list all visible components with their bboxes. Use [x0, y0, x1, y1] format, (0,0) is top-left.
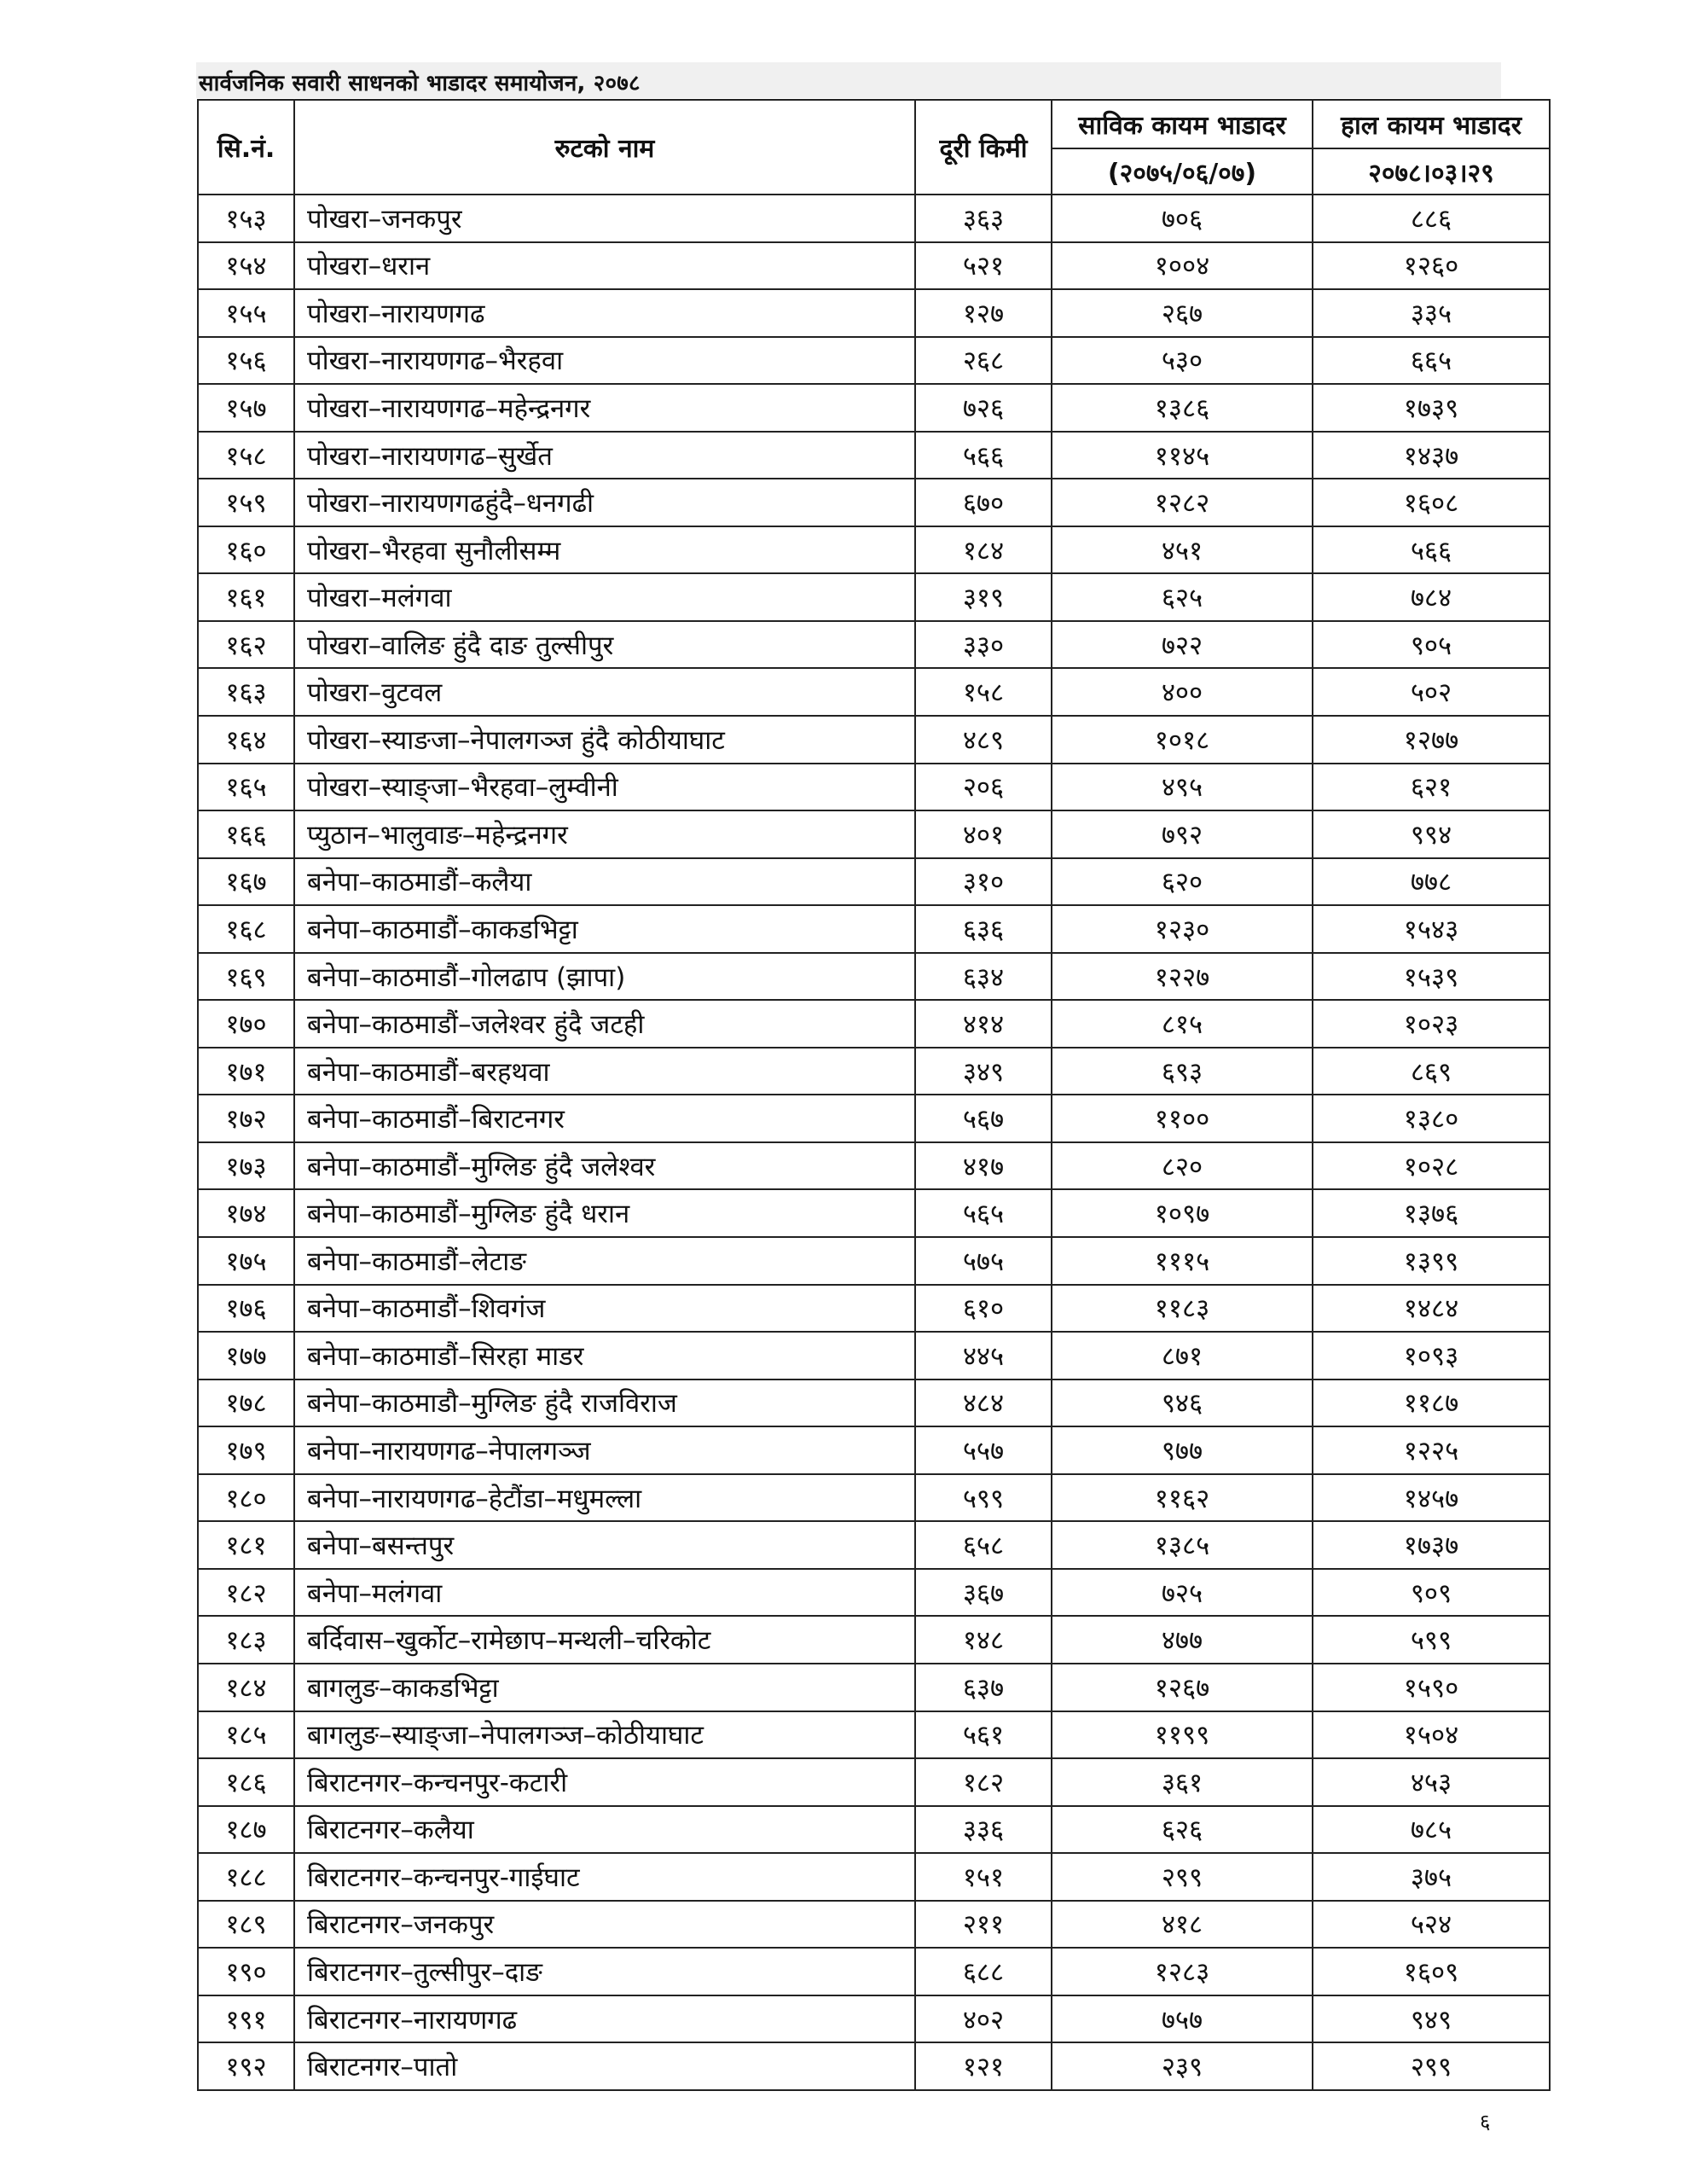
cell-distance: १८४ [915, 526, 1052, 574]
cell-distance: ५२१ [915, 242, 1052, 290]
table-row [198, 384, 1550, 432]
cell-new-fare: ११८७ [1313, 1380, 1550, 1427]
cell-sn: १७३ [198, 1142, 294, 1190]
cell-route: बनेपा–काठमाडौं–गोलढाप (झापा) [294, 953, 915, 1001]
cell-distance: ५६६ [915, 432, 1052, 479]
table-row [198, 1474, 1550, 1522]
cell-distance: ३४९ [915, 1048, 1052, 1095]
table-row [198, 1711, 1550, 1759]
table-row [198, 1758, 1550, 1806]
cell-route: पोखरा–नारायणगढ–महेन्द्रनगर [294, 384, 915, 432]
cell-distance: ५५७ [915, 1426, 1052, 1474]
cell-sn: १७२ [198, 1095, 294, 1142]
cell-new-fare: १५९० [1313, 1664, 1550, 1711]
table-row [198, 1426, 1550, 1474]
cell-new-fare: १३९९ [1313, 1237, 1550, 1285]
cell-new-fare: १०२८ [1313, 1142, 1550, 1190]
cell-old-fare: ११९९ [1052, 1711, 1313, 1759]
cell-distance: ७२६ [915, 384, 1052, 432]
cell-old-fare: १२२७ [1052, 953, 1313, 1001]
cell-new-fare: १५३९ [1313, 953, 1550, 1001]
cell-new-fare: १६०८ [1313, 479, 1550, 526]
cell-sn: १५८ [198, 432, 294, 479]
table-row [198, 1616, 1550, 1664]
cell-route: पोखरा–नारायणगढ–भैरहवा [294, 337, 915, 385]
cell-sn: १७४ [198, 1189, 294, 1237]
cell-route: बनेपा–नारायणगढ–नेपालगञ्ज [294, 1426, 915, 1474]
table-row [198, 1853, 1550, 1901]
header-route: रुटको नाम [294, 100, 915, 195]
cell-new-fare: ९०५ [1313, 621, 1550, 669]
cell-sn: १७१ [198, 1048, 294, 1095]
cell-route: पोखरा–नारायणगढहुंदै–धनगढी [294, 479, 915, 526]
header-new-fare: हाल कायम भाडादर [1313, 100, 1550, 148]
cell-distance: ४०२ [915, 1995, 1052, 2043]
cell-distance: ६८८ [915, 1948, 1052, 1995]
cell-distance: ६१० [915, 1285, 1052, 1333]
table-row [198, 526, 1550, 574]
cell-old-fare: ७९२ [1052, 810, 1313, 858]
cell-distance: ४४५ [915, 1332, 1052, 1380]
cell-distance: ४१४ [915, 1000, 1052, 1048]
cell-new-fare: १६०९ [1313, 1948, 1550, 1995]
cell-route: पोखरा–नारायणगढ [294, 289, 915, 337]
cell-new-fare: १७३७ [1313, 1521, 1550, 1569]
cell-route: बनेपा–काठमाडौं–मुग्लिङ हुंदै धरान [294, 1189, 915, 1237]
cell-new-fare: ७८५ [1313, 1806, 1550, 1854]
cell-sn: १६२ [198, 621, 294, 669]
cell-new-fare: १०२३ [1313, 1000, 1550, 1048]
cell-old-fare: १२६७ [1052, 1664, 1313, 1711]
cell-old-fare: १२८३ [1052, 1948, 1313, 1995]
cell-old-fare: १०१८ [1052, 716, 1313, 764]
cell-sn: १८९ [198, 1901, 294, 1949]
cell-old-fare: २३९ [1052, 2042, 1313, 2090]
header-row [198, 100, 1550, 148]
cell-route: बागलुङ–स्याङ्जा–नेपालगञ्ज–कोठीयाघाट [294, 1711, 915, 1759]
cell-new-fare: १३७६ [1313, 1189, 1550, 1237]
cell-new-fare: ९०९ [1313, 1569, 1550, 1617]
table-body [198, 195, 1550, 2090]
table-row [198, 668, 1550, 716]
cell-new-fare: १५४३ [1313, 905, 1550, 953]
cell-old-fare: ३६१ [1052, 1758, 1313, 1806]
cell-sn: १७९ [198, 1426, 294, 1474]
cell-new-fare: ९९४ [1313, 810, 1550, 858]
cell-old-fare: ८७१ [1052, 1332, 1313, 1380]
cell-distance: १२१ [915, 2042, 1052, 2090]
table-row [198, 1285, 1550, 1333]
cell-distance: ६३६ [915, 905, 1052, 953]
cell-route: पोखरा–स्याङ्जा–भैरहवा–लुम्वीनी [294, 764, 915, 811]
cell-new-fare: ६६५ [1313, 337, 1550, 385]
table-row [198, 810, 1550, 858]
table-row [198, 195, 1550, 242]
page-number: ६ [1480, 2110, 1491, 2134]
cell-route: बनेपा–मलंगवा [294, 1569, 915, 1617]
cell-new-fare: ८६९ [1313, 1048, 1550, 1095]
cell-route: बनेपा–नारायणगढ–हेटौंडा–मधुमल्ला [294, 1474, 915, 1522]
cell-new-fare: ३७५ [1313, 1853, 1550, 1901]
cell-old-fare: ७५७ [1052, 1995, 1313, 2043]
cell-old-fare: ८२० [1052, 1142, 1313, 1190]
cell-old-fare: ७०६ [1052, 195, 1313, 242]
document-title: सार्वजनिक सवारी साधनको भाडादर समायोजन, २०७८ [199, 71, 641, 96]
cell-sn: १८८ [198, 1853, 294, 1901]
cell-new-fare: ५६६ [1313, 526, 1550, 574]
cell-route: बनेपा–काठमाडौं–शिवगंज [294, 1285, 915, 1333]
table-row [198, 1380, 1550, 1427]
header-sn: सि.नं. [198, 100, 294, 195]
cell-route: बनेपा–काठमाडौ–मुग्लिङ हुंदै राजविराज [294, 1380, 915, 1427]
cell-route: बिराटनगर–कन्चनपुर-गाईघाट [294, 1853, 915, 1901]
cell-distance: ३१९ [915, 573, 1052, 621]
cell-route: पोखरा–स्याङजा–नेपालगञ्ज हुंदै कोठीयाघाट [294, 716, 915, 764]
cell-route: बागलुङ–काकडभिट्टा [294, 1664, 915, 1711]
cell-new-fare: १४८४ [1313, 1285, 1550, 1333]
cell-sn: १६९ [198, 953, 294, 1001]
cell-sn: १६६ [198, 810, 294, 858]
cell-sn: १७६ [198, 1285, 294, 1333]
cell-old-fare: १२८२ [1052, 479, 1313, 526]
table-row [198, 953, 1550, 1001]
cell-old-fare: ७२२ [1052, 621, 1313, 669]
cell-sn: १८४ [198, 1664, 294, 1711]
table-row [198, 764, 1550, 811]
table-row [198, 858, 1550, 906]
cell-route: बिराटनगर–कलैया [294, 1806, 915, 1854]
cell-distance: ४०१ [915, 810, 1052, 858]
cell-sn: १७८ [198, 1380, 294, 1427]
table-row [198, 573, 1550, 621]
cell-old-fare: २६७ [1052, 289, 1313, 337]
cell-old-fare: ११६२ [1052, 1474, 1313, 1522]
cell-old-fare: ११०० [1052, 1095, 1313, 1142]
cell-sn: १६७ [198, 858, 294, 906]
table-row [198, 716, 1550, 764]
table-row [198, 1142, 1550, 1190]
cell-new-fare: ५२४ [1313, 1901, 1550, 1949]
cell-route: पोखरा–वुटवल [294, 668, 915, 716]
cell-old-fare: ८१५ [1052, 1000, 1313, 1048]
cell-distance: ३६३ [915, 195, 1052, 242]
cell-route: पोखरा–मलंगवा [294, 573, 915, 621]
cell-sn: १७० [198, 1000, 294, 1048]
table-row [198, 1569, 1550, 1617]
cell-new-fare: १४५७ [1313, 1474, 1550, 1522]
cell-sn: १८२ [198, 1569, 294, 1617]
cell-distance: २०६ [915, 764, 1052, 811]
table-row [198, 1806, 1550, 1854]
cell-new-fare: १२७७ [1313, 716, 1550, 764]
cell-sn: १६४ [198, 716, 294, 764]
cell-route: पोखरा–भैरहवा सुनौलीसम्म [294, 526, 915, 574]
cell-old-fare: ७२५ [1052, 1569, 1313, 1617]
cell-route: बनेपा–काठमाडौं–बिराटनगर [294, 1095, 915, 1142]
table-row [198, 337, 1550, 385]
cell-route: बनेपा–काठमाडौं–कलैया [294, 858, 915, 906]
cell-old-fare: १११५ [1052, 1237, 1313, 1285]
cell-sn: १७७ [198, 1332, 294, 1380]
table-row [198, 1095, 1550, 1142]
cell-old-fare: १०९७ [1052, 1189, 1313, 1237]
table-row [198, 1237, 1550, 1285]
cell-new-fare: ८८६ [1313, 195, 1550, 242]
cell-distance: ४८९ [915, 716, 1052, 764]
cell-sn: १५९ [198, 479, 294, 526]
cell-new-fare: ९४९ [1313, 1995, 1550, 2043]
cell-distance: १५१ [915, 1853, 1052, 1901]
cell-distance: ५६७ [915, 1095, 1052, 1142]
cell-distance: १२७ [915, 289, 1052, 337]
cell-sn: १८५ [198, 1711, 294, 1759]
cell-distance: १५८ [915, 668, 1052, 716]
cell-route: बिराटनगर–जनकपुर [294, 1901, 915, 1949]
cell-sn: १९१ [198, 1995, 294, 2043]
cell-route: पोखरा–वालिङ हुंदै दाङ तुल्सीपुर [294, 621, 915, 669]
cell-route: पोखरा–धरान [294, 242, 915, 290]
cell-sn: १६८ [198, 905, 294, 953]
cell-old-fare: १००४ [1052, 242, 1313, 290]
cell-sn: १५६ [198, 337, 294, 385]
cell-sn: १८१ [198, 1521, 294, 1569]
cell-route: बनेपा–काठमाडौं–मुग्लिङ हुंदै जलेश्वर [294, 1142, 915, 1190]
cell-new-fare: ७७८ [1313, 858, 1550, 906]
cell-sn: १८० [198, 1474, 294, 1522]
cell-new-fare: ५९९ [1313, 1616, 1550, 1664]
cell-sn: १८६ [198, 1758, 294, 1806]
cell-new-fare: ४५३ [1313, 1758, 1550, 1806]
cell-new-fare: ६२१ [1313, 764, 1550, 811]
cell-old-fare: ४०० [1052, 668, 1313, 716]
cell-new-fare: ५०२ [1313, 668, 1550, 716]
table-row [198, 1995, 1550, 2043]
cell-old-fare: ९७७ [1052, 1426, 1313, 1474]
table-row [198, 479, 1550, 526]
cell-route: बनेपा–काठमाडौं–लेटाङ [294, 1237, 915, 1285]
header-old-fare-date: (२०७५/०६/०७) [1052, 148, 1313, 195]
cell-distance: ६५८ [915, 1521, 1052, 1569]
cell-old-fare: १३८६ [1052, 384, 1313, 432]
cell-old-fare: ११८३ [1052, 1285, 1313, 1333]
cell-new-fare: १३८० [1313, 1095, 1550, 1142]
cell-old-fare: ६९३ [1052, 1048, 1313, 1095]
table-row [198, 1948, 1550, 1995]
cell-distance: ६३७ [915, 1664, 1052, 1711]
cell-new-fare: १७३९ [1313, 384, 1550, 432]
table-row [198, 289, 1550, 337]
table-row [198, 1332, 1550, 1380]
cell-sn: १५३ [198, 195, 294, 242]
cell-old-fare: ४५१ [1052, 526, 1313, 574]
cell-distance: ३१० [915, 858, 1052, 906]
cell-route: प्युठान–भालुवाङ–महेन्द्रनगर [294, 810, 915, 858]
cell-distance: ५६१ [915, 1711, 1052, 1759]
cell-route: पोखरा–जनकपुर [294, 195, 915, 242]
table-row [198, 242, 1550, 290]
table-row [198, 1521, 1550, 1569]
cell-old-fare: ६२० [1052, 858, 1313, 906]
cell-route: पोखरा–नारायणगढ–सुर्खेत [294, 432, 915, 479]
cell-new-fare: १५०४ [1313, 1711, 1550, 1759]
cell-sn: १९० [198, 1948, 294, 1995]
cell-new-fare: १२६० [1313, 242, 1550, 290]
cell-old-fare: ४७७ [1052, 1616, 1313, 1664]
cell-sn: १६३ [198, 668, 294, 716]
cell-new-fare: ७८४ [1313, 573, 1550, 621]
cell-distance: ५६५ [915, 1189, 1052, 1237]
table-row [198, 1189, 1550, 1237]
cell-new-fare: ३३५ [1313, 289, 1550, 337]
table-row [198, 1901, 1550, 1949]
cell-distance: १८२ [915, 1758, 1052, 1806]
cell-distance: ३६७ [915, 1569, 1052, 1617]
cell-old-fare: ५३० [1052, 337, 1313, 385]
cell-sn: १८३ [198, 1616, 294, 1664]
cell-distance: ३३६ [915, 1806, 1052, 1854]
cell-route: बिराटनगर–कन्चनपुर-कटारी [294, 1758, 915, 1806]
cell-route: बिराटनगर–तुल्सीपुर–दाङ [294, 1948, 915, 1995]
cell-old-fare: ४९५ [1052, 764, 1313, 811]
header-new-fare-date: २०७८।०३।२९ [1313, 148, 1550, 195]
cell-distance: ४८४ [915, 1380, 1052, 1427]
cell-distance: १४८ [915, 1616, 1052, 1664]
table-row [198, 432, 1550, 479]
cell-old-fare: २९९ [1052, 1853, 1313, 1901]
table-row [198, 1000, 1550, 1048]
cell-old-fare: ६२५ [1052, 573, 1313, 621]
cell-distance: २११ [915, 1901, 1052, 1949]
cell-route: बनेपा–काठमाडौं–काकडभिट्टा [294, 905, 915, 953]
cell-sn: १८७ [198, 1806, 294, 1854]
header-distance: दूरी किमी [915, 100, 1052, 195]
cell-sn: १७५ [198, 1237, 294, 1285]
cell-sn: १५४ [198, 242, 294, 290]
cell-route: बिराटनगर–पातो [294, 2042, 915, 2090]
cell-old-fare: ११४५ [1052, 432, 1313, 479]
cell-route: बनेपा–बसन्तपुर [294, 1521, 915, 1569]
cell-sn: १६० [198, 526, 294, 574]
cell-distance: ५९९ [915, 1474, 1052, 1522]
table-row [198, 1664, 1550, 1711]
cell-old-fare: १३८५ [1052, 1521, 1313, 1569]
table-row [198, 1048, 1550, 1095]
cell-new-fare: २९९ [1313, 2042, 1550, 2090]
cell-old-fare: ४१८ [1052, 1901, 1313, 1949]
table-row [198, 621, 1550, 669]
cell-route: बनेपा–काठमाडौं–बरहथवा [294, 1048, 915, 1095]
cell-new-fare: १४३७ [1313, 432, 1550, 479]
cell-distance: ६७० [915, 479, 1052, 526]
cell-route: बनेपा–काठमाडौं–सिरहा माडर [294, 1332, 915, 1380]
cell-distance: २६८ [915, 337, 1052, 385]
cell-new-fare: १०९३ [1313, 1332, 1550, 1380]
cell-distance: ६३४ [915, 953, 1052, 1001]
cell-distance: ३३० [915, 621, 1052, 669]
header-old-fare: साविक कायम भाडादर [1052, 100, 1313, 148]
cell-sn: १६१ [198, 573, 294, 621]
cell-old-fare: ९४६ [1052, 1380, 1313, 1427]
cell-distance: ५७५ [915, 1237, 1052, 1285]
cell-route: बनेपा–काठमाडौं–जलेश्वर हुंदै जटही [294, 1000, 915, 1048]
cell-route: बर्दिवास–खुर्कोट–रामेछाप–मन्थली–चरिकोट [294, 1616, 915, 1664]
cell-old-fare: १२३० [1052, 905, 1313, 953]
cell-old-fare: ६२६ [1052, 1806, 1313, 1854]
cell-sn: १६५ [198, 764, 294, 811]
cell-distance: ४१७ [915, 1142, 1052, 1190]
cell-sn: १५७ [198, 384, 294, 432]
fare-table [197, 99, 1551, 2091]
cell-route: बिराटनगर–नारायणगढ [294, 1995, 915, 2043]
cell-new-fare: १२२५ [1313, 1426, 1550, 1474]
table-row [198, 2042, 1550, 2090]
cell-sn: १५५ [198, 289, 294, 337]
table-row [198, 905, 1550, 953]
cell-sn: १९२ [198, 2042, 294, 2090]
